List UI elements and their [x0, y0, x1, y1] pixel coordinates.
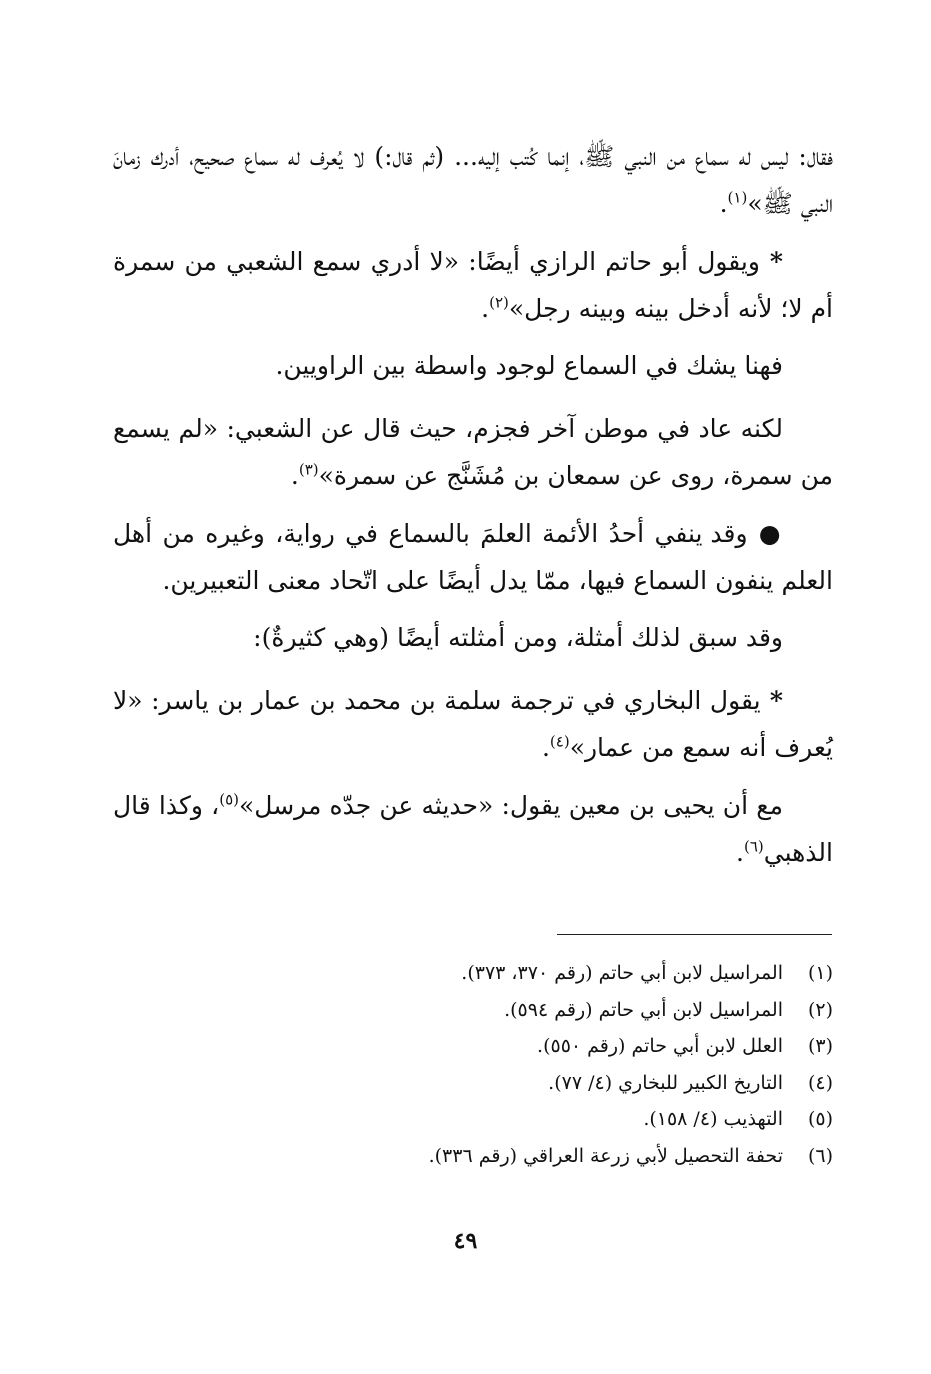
footnote-item: (٦)تحفة التحصيل لأبي زرعة العراقي (رقم ٣٣٦).: [428, 1144, 833, 1167]
bullet-marker: ●: [747, 519, 783, 548]
paragraph-3: فهنا يشك في السماع لوجود واسطة بين الراويين.: [275, 351, 783, 380]
footnote-item: (٢)المراسيل لابن أبي حاتم (رقم ٥٩٤).: [504, 998, 833, 1021]
footnote-ref: (١): [727, 188, 748, 207]
paragraph-8: مع أن يحيى بن معين يقول: «حديثه عن جدّه مرسل»$^{(٥)}$، وكذا قال الذهبي$^{(٦)}$.: [113, 790, 833, 867]
paragraph-1: فقال: ليس له سماع من النبي ﷺ، إنما كُتب إليه... (ثم قال:) لا يُعرف له سماع صحيح، أدرك زمانَ النبي ﷺ»$^{(١)}$.: [113, 142, 833, 218]
asterisk-marker: *: [759, 247, 783, 276]
paragraph-2: * ويقول أبو حاتم الرازي أيضًا: «لا أدري سمع الشعبي من سمرة أم لا؛ لأنه أدخل بينه وبينه رجل»$^{(٢)}$.: [113, 247, 833, 323]
asterisk-marker: *: [760, 686, 783, 715]
paragraph-6: وقد سبق لذلك أمثلة، ومن أمثلته أيضًا (وهي كثيرةٌ):: [253, 623, 783, 652]
footnote-ref: (٤): [549, 732, 570, 751]
page-number: ٤٩: [453, 1228, 478, 1254]
footnote-ref: (٢): [489, 293, 509, 312]
footnote-item: (١)المراسيل لابن أبي حاتم (رقم ٣٧٠، ٣٧٣).: [461, 962, 833, 984]
footnote-divider: [557, 934, 832, 935]
footnote-ref: (٥): [219, 790, 239, 809]
footnotes: [113, 955, 833, 1174]
paragraph-4: لكنه عاد في موطن آخر فجزم، حيث قال عن الشعبي: «لم يسمع من سمرة، روى عن سمعان بن مُشَنَّج عن سمرة»$^{(٣)}$.: [113, 414, 833, 490]
paragraph-5: ● وقد ينفي أحدُ الأئمة العلمَ بالسماع في رواية، وغيره من أهل العلم ينفون السماع فيها، ممّا يدل أيضًا على اتّحاد معنى التعبيرين.: [113, 519, 833, 595]
footnote-ref: (٦): [743, 837, 764, 856]
footnote-item: (٥)التهذيب (٤/ ١٥٨).: [643, 1108, 833, 1130]
paragraph-7: * يقول البخاري في ترجمة سلمة بن محمد بن عمار بن ياسر: «لا يُعرف أنه سمع من عمار»$^{(٤)}$.: [113, 686, 833, 762]
footnote-ref: (٣): [298, 460, 319, 479]
footnote-item: (٣)العلل لابن أبي حاتم (رقم ٥٥٠).: [537, 1035, 833, 1057]
footnote-item: (٤)التاريخ الكبير للبخاري (٤/ ٧٧).: [548, 1071, 833, 1094]
